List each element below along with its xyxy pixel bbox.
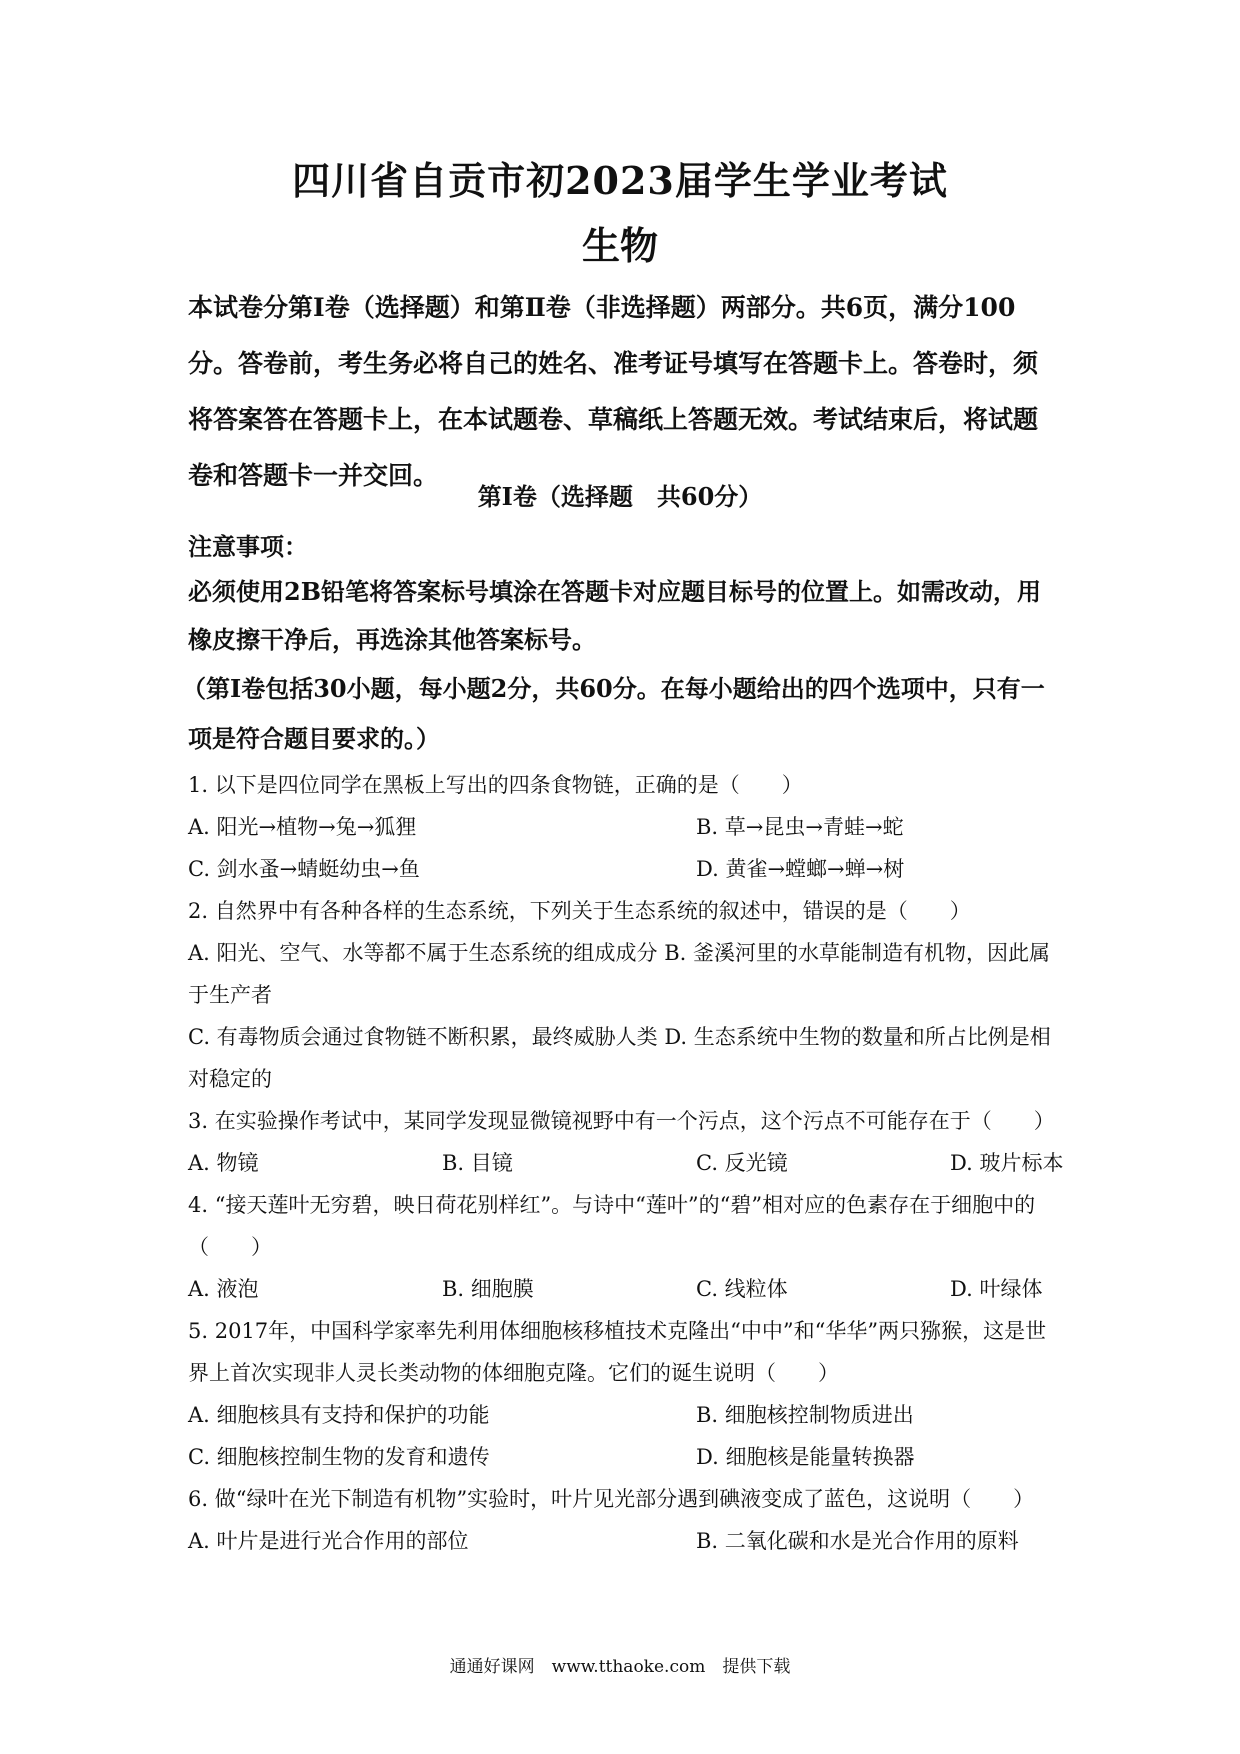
notice-heading: 注意事项： — [188, 532, 308, 561]
question-stem: 6. 做“绿叶在光下制造有机物”实验时，叶片见光部分遇到碘液变成了蓝色，这说明（ ） — [188, 1487, 1035, 1511]
question-2 — [188, 890, 1058, 1100]
footer-credit: 通通好课网 www.tthaoke.com 提供下载 — [449, 1657, 791, 1677]
option-a-b: A. 阳光、空气、水等都不属于生态系统的组成成分 B. 釜溪河里的水草能制造有机物，因此属于生产者 — [188, 941, 1050, 1007]
question-3 — [188, 1100, 1064, 1184]
option-row — [188, 1394, 1058, 1436]
option-d: D. 细胞核是能量转换器 — [696, 1445, 915, 1469]
question-stem: 3. 在实验操作考试中，某同学发现显微镜视野中有一个污点，这个污点不可能存在于（ ） — [188, 1109, 1055, 1133]
part-description: （第Ⅰ卷包括30小题，每小题2分，共60分。在每小题给出的四个选项中，只有一项是符合题目要求的。） — [182, 674, 1045, 753]
option-c: C. 线粒体 — [696, 1277, 788, 1301]
option-d: D. 黄雀→螳螂→蝉→树 — [696, 857, 905, 881]
option-b: B. 二氧化碳和水是光合作用的原料 — [696, 1529, 1019, 1553]
option-a: A. 物镜 — [188, 1151, 259, 1175]
option-c-d: C. 有毒物质会通过食物链不断积累，最终威胁人类 D. 生态系统中生物的数量和所占比例是相对稳定的 — [188, 1025, 1051, 1091]
question-list — [188, 764, 1064, 1562]
exam-instructions: 本试卷分第Ⅰ卷（选择题）和第Ⅱ卷（非选择题）两部分。共6页，满分100分。答卷前，考生务必将自己的姓名、准考证号填写在答题卡上。答卷时，须将答案答在答题卡上，在本试题卷、草稿纸上答题无效。考试结束后，将试题卷和答题卡一并交回。 — [188, 293, 1039, 490]
option-b: B. 目镜 — [442, 1151, 513, 1175]
question-1 — [188, 764, 1058, 890]
option-a: A. 细胞核具有支持和保护的功能 — [188, 1403, 490, 1427]
option-row — [188, 1520, 1058, 1562]
option-a: A. 液泡 — [188, 1277, 259, 1301]
question-stem: 4. “接天莲叶无穷碧，映日荷花别样红”。与诗中“莲叶”的“碧”相对应的色素存在于细胞中的（ ） — [188, 1193, 1036, 1259]
option-b: B. 草→昆虫→青蛙→蛇 — [696, 815, 904, 839]
option-b: B. 细胞膜 — [442, 1277, 534, 1301]
option-d: D. 玻片标本 — [950, 1151, 1064, 1175]
option-row — [188, 1268, 1058, 1310]
option-row — [188, 848, 1058, 890]
option-a: A. 叶片是进行光合作用的部位 — [188, 1529, 469, 1553]
question-stem: 2. 自然界中有各种各样的生态系统，下列关于生态系统的叙述中，错误的是（ ） — [188, 899, 971, 923]
option-a: A. 阳光→植物→兔→狐狸 — [188, 815, 417, 839]
option-c: C. 细胞核控制生物的发育和遗传 — [188, 1445, 490, 1469]
option-d: D. 叶绿体 — [950, 1277, 1043, 1301]
exam-title: 四川省自贡市初2023届学生学业考试 — [292, 158, 948, 203]
option-c: C. 反光镜 — [696, 1151, 788, 1175]
section-title: 第Ⅰ卷（选择题 共60分） — [477, 482, 763, 511]
notice-body: 必须使用2B铅笔将答案标号填涂在答题卡对应题目标号的位置上。如需改动，用橡皮擦干净后，再选涂其他答案标号。 — [188, 577, 1041, 654]
option-row — [188, 1436, 1058, 1478]
option-b: B. 细胞核控制物质进出 — [696, 1403, 914, 1427]
exam-subject: 生物 — [581, 223, 658, 268]
question-stem: 5. 2017年，中国科学家率先利用体细胞核移植技术克隆出“中中”和“华华”两只猕猴，这是世界上首次实现非人灵长类动物的体细胞克隆。它们的诞生说明（ ） — [188, 1319, 1047, 1385]
question-stem: 1. 以下是四位同学在黑板上写出的四条食物链，正确的是（ ） — [188, 773, 803, 797]
option-row — [188, 806, 1058, 848]
question-6 — [188, 1478, 1058, 1562]
question-4 — [188, 1184, 1058, 1310]
question-5 — [188, 1310, 1058, 1478]
option-c: C. 剑水蚤→蜻蜓幼虫→鱼 — [188, 857, 420, 881]
option-row — [188, 1142, 1064, 1184]
